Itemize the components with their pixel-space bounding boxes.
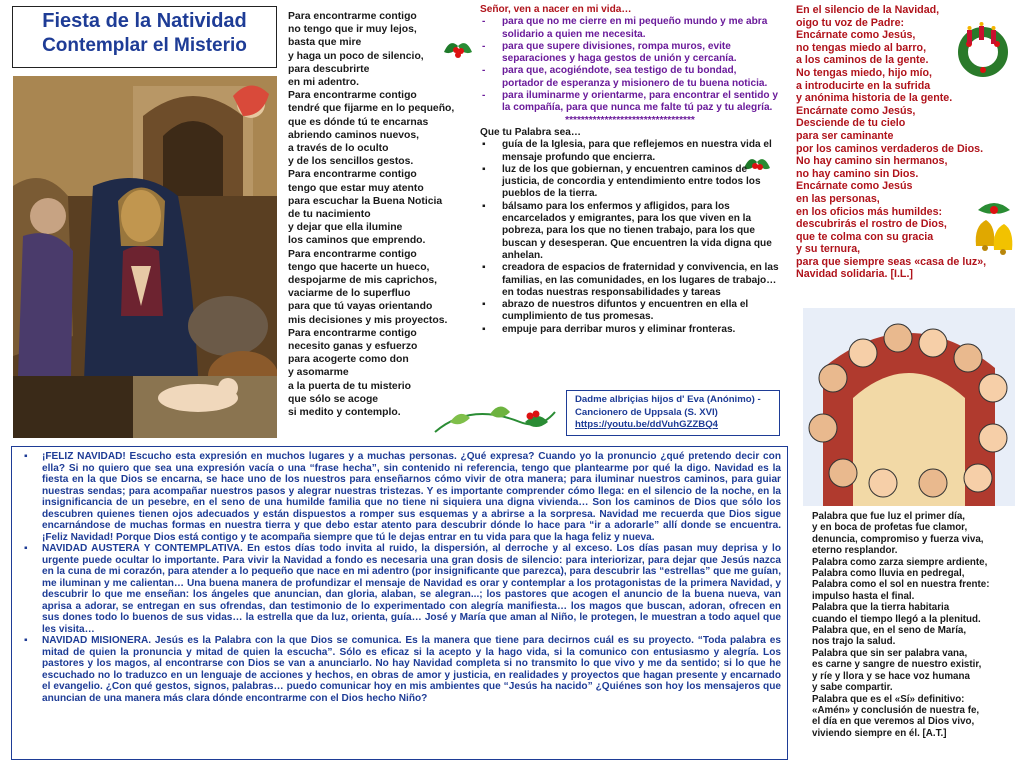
reflection-list <box>20 451 781 704</box>
poem-line: no tengo que ir muy lejos, <box>288 24 417 36</box>
poem-line: a la puerta de tu misterio <box>288 380 411 392</box>
poem-line: oigo tu voz de Padre: <box>796 16 905 29</box>
psalm-line: y sabe compartir. <box>812 682 893 694</box>
poem-line: para acogerte como don <box>288 354 409 366</box>
psalm-line: «Amén» y conclusión de nuestra fe, <box>812 704 980 716</box>
poem-line: para que siempre seas «casa de luz», <box>796 255 987 268</box>
word-item: ▪ empuje para derribar muros y eliminar fronteras. <box>480 324 780 336</box>
reflection-item: ▪ NAVIDAD AUSTERA Y CONTEMPLATIVA. En estos días todo invita al ruido, la dispersión, al derroche y al exceso. Los días pasan muy deprisa y lo urgente puede ocultar lo importante. Para vivir la Navidad a fondo es necesaria una gran dosis de silencio: para interiorizar, para dejar que Jesús nazca en la cuna de mi corazón, para atender a lo pequeño que nace en mi adentro (por insignificante que parezca), para descubrir las “estrellas” que me guían, me iluminan y me calientan… Una buena manera de profundizar el mensaje de Navidad es orar y contemplar a los protagonistas de la primera Navidad, y descubrir lo que me enseñan: los ángeles que anuncian, dan gloria, alaban, se alegran...; los pastores que acogen el anuncio de la buena nueva, van aprisa a adorar, se entregan en sus ofrendas, dan testimonio de lo experimentado con alegría manifiesta… los magos que buscan, adoran, ofrecen en sus dones todo lo buenos de sus vidas… la estrella que da luz, orienta, guía… José y María que aman al Niño, le protegen, le muestran a todo aquel que les visita… <box>20 543 781 635</box>
psalm-line: Palabra que, en el seno de María, <box>812 625 967 637</box>
poem-line: a través de lo oculto <box>288 143 389 155</box>
poem-line: y haga un poco de silencio, <box>288 50 424 62</box>
poem-line: Desciende de tu cielo <box>796 117 906 130</box>
psalm-line: y ríe y llora y se hace voz humana <box>812 670 970 682</box>
psalm-line: Palabra como zarza siempre ardiente, <box>812 556 988 568</box>
poem-line: los caminos que emprendo. <box>288 235 426 247</box>
child-face <box>979 374 1007 402</box>
poem-line: para ser caminante <box>796 129 894 142</box>
poem-line: que sólo se acoge <box>288 393 379 405</box>
middle-column <box>480 4 780 336</box>
poem-line: a los caminos de la gente. <box>796 54 929 67</box>
poem-line: mis decisiones y mis proyectos. <box>288 314 448 326</box>
reflection-item: ▪ ¡FELIZ NAVIDAD! Escucho esta expresión en muchos lugares y a muchas personas. ¿Qué expresa? Cuando yo la pronuncio ¿qué pretendo decir con ella? Si no quiero que sea una expresión vacía o una “frase hecha”, sin contenido ni referencia, tengo que plantearme por qué la digo. Navidad es la fiesta en la que Dios se encarna, se hace uno de los nuestros para enseñarnos cómo vivir de otra manera; para iluminar nuestros caminos, para guiar nuestras sendas; para acompañar nuestros pasos y alegrar nuestras tristezas. Y es importante comprender cómo llega: en el silencio de la noche, en la insignificancia de un pesebre, en el seno de una humilde familia que no tiene ni siquiera una digna vivienda… Son los caminos de Dios que sólo los descubren quienes tienen ojos adecuados y están dispuestos a romper sus esquemas y a abrirse a la sorpresa. Navidad me recuerda que Dios sigue encarnándose de muchas formas en nuestra tierra y que debo estar atento para descubrir dónde lo hace para “ir a adorarle” allí donde se encuentra. ¡Feliz Navidad! Porque Dios está contigo y te acompaña siempre que tú le dejas entrar en tu vida para que la haga feliz y nueva. <box>20 451 781 543</box>
poem-line: que es dónde tú te encarnas <box>288 116 429 128</box>
child-face <box>884 324 912 352</box>
poem-line: vaciarme de lo superfluo <box>288 288 411 300</box>
word-item: ▪ bálsamo para los enfermos y afligidos, para los encarcelados y emigrantes, para los que viven en la pobreza, para los que no tienen trabajo, para los que buscan y desesperan. Que encuentren la vida digna que anhelan. <box>480 201 780 262</box>
poem-line: para descubrirte <box>288 63 370 75</box>
word-item: ▪ luz de los que gobiernan, y encuentren caminos de justicia, de concordia y entendimiento entre todos los pueblos de la tierra. <box>480 164 780 201</box>
poem-line: despojarme de mis caprichos, <box>288 275 437 287</box>
child-face <box>869 469 897 497</box>
psalm-line: viviendo siempre en él. [A.T.] <box>812 727 947 739</box>
poem-line: tengo que estar muy atento <box>288 182 424 194</box>
word-item: ▪ abrazo de nuestros difuntos y encuentren en ella el cumplimiento de tus promesas. <box>480 299 780 324</box>
psalm-line: Palabra que la tierra habitaria <box>812 602 950 614</box>
petitions-heading: Señor, ven a nacer en mi vida… <box>480 4 632 15</box>
song-source: Cancionero de Uppsala (S. XVI) <box>575 406 718 418</box>
poem-line: Para encontrarme contigo <box>288 90 417 102</box>
title-box <box>12 6 277 68</box>
psalm-line: Palabra que fue luz el primer día, <box>812 511 965 522</box>
reflection-item: ▪ NAVIDAD MISIONERA. Jesús es la Palabra con la que Dios se comunica. Es la manera que tiene para decirnos cuál es su proyecto. “Toda palabra es mitad de quien la pronuncia y mitad de quien la escucha”. Sólo es eficaz si la acepto y la hago vida, si la comunico con entusiasmo y alegría. Los pastores y los magos, al encontrarse con Dios se van a anunciarlo. No hay Navidad completa si no transmito lo que vivo y me da sentido; si lo que he escuchado no lo traduzco en un lenguaje de acciones y hechos, en obras de amor y justicia, en realidades y proyectos que hagan presente y encarnado el evangelio. ¿Con qué gestos, signos, palabras… puedo comunicar hoy en mis ambientes que “Jesús ha nacido” ¿Quiénes son hoy los mensajeros que anuncian de una manera más clara dónde encontrarme con el Dios hecho Niño? <box>20 635 781 704</box>
psalm-line: Palabra como lluvia en pedregal, <box>812 568 965 580</box>
child-face <box>809 414 837 442</box>
child-face <box>849 339 877 367</box>
poem-line: Encárnate como Jesús <box>796 180 913 193</box>
song-box <box>566 390 780 436</box>
petitions-list <box>480 16 780 114</box>
child-face <box>829 459 857 487</box>
poem-line: a introducirte en la sufrida <box>796 79 931 92</box>
poem-line: Para encontrarme contigo <box>288 169 417 181</box>
psalm-line: es carne y sangre de nuestro existir, <box>812 659 982 671</box>
child-face <box>919 469 947 497</box>
poem-line: descubrirás el rostro de Dios, <box>796 218 947 231</box>
poem-line: abriendo caminos nuevos, <box>288 129 420 141</box>
poem-line: en los oficios más humildes: <box>796 205 943 218</box>
reflection-box <box>11 446 788 760</box>
petition-item: - para iluminarme y orientarme, para encontrar el sentido y la compañía, para que nunca me falte tú paz y tu alegría. <box>480 90 780 115</box>
poem-line: y asomarme <box>288 367 349 379</box>
nativity-painting <box>13 76 277 438</box>
psalm-line: Palabra que es el «Sí» definitivo: <box>812 693 965 705</box>
poem-line: Encárnate como Jesús, <box>796 29 916 42</box>
petition-item: - para que, acogiéndote, sea testigo de tu bondad, portador de esperanza y misionero de tu buena noticia. <box>480 65 780 90</box>
psalm-line: y en boca de profetas fue clamor, <box>812 522 968 534</box>
poem-line: Navidad solidaria. [I.L.] <box>796 268 913 281</box>
poem-line: necesito ganas y esfuerzo <box>288 341 418 353</box>
poem-line: tendré que fijarme en lo pequeño, <box>288 103 455 115</box>
song-title: Dadme albriçias hijos d' Eva (Anónimo) - <box>575 394 761 405</box>
petition-item: - para que no me cierre en mi pequeño mundo y me abra solidario a quien me necesita. <box>480 16 780 41</box>
poem-line: y dejar que ella ilumine <box>288 222 403 234</box>
poem-line: por los caminos verdaderos de Dios. <box>796 142 984 155</box>
poem-line: de tu nacimiento <box>288 209 371 221</box>
poem-line: en las personas, <box>796 192 880 205</box>
child-face <box>954 344 982 372</box>
poem-line: Para encontrarme contigo <box>288 11 417 22</box>
poem-line: si medito y contemplo. <box>288 407 401 419</box>
psalm-line: denuncia, compromiso y fuerza viva, <box>812 533 984 545</box>
word-item: ▪ guía de la Iglesia, para que reflejemos en nuestra vida el mensaje profundo que encierra. <box>480 139 780 164</box>
poem-line: Encárnate como Jesús, <box>796 104 916 117</box>
poem-right <box>796 4 1024 281</box>
poem-line: y su ternura, <box>796 243 861 256</box>
child-face <box>964 464 992 492</box>
poem-line: para escuchar la Buena Noticia <box>288 195 443 207</box>
word-list <box>480 139 780 336</box>
psalm-line: eterno resplandor. <box>812 545 898 557</box>
poem-line: no tengas miedo al barro, <box>796 41 927 54</box>
poem-line: y de los sencillos gestos. <box>288 156 414 168</box>
psalm-line: cuando el tiempo llegó a la plenitud. <box>812 613 981 625</box>
poem-line: para que tú vayas orientando <box>288 301 433 313</box>
psalm-line: el día en que veremos al Dios vivo, <box>812 716 975 728</box>
nativity-kids-illustration <box>803 308 1015 506</box>
poem-line: tengo que hacerte un hueco, <box>288 261 430 273</box>
child-face <box>819 364 847 392</box>
petition-item: - para que supere divisiones, rompa muros, evite separaciones y haga gestos de unión y cercanía. <box>480 41 780 66</box>
poem-line: En el silencio de la Navidad, <box>796 4 940 16</box>
psalm-line: impulso hasta el final. <box>812 590 915 602</box>
poem-line: No hay camino sin hermanos, <box>796 155 948 168</box>
stars-divider: ********************************* <box>565 114 695 126</box>
poem-line: Para encontrarme contigo <box>288 248 417 260</box>
poem-line: Para encontrarme contigo <box>288 327 417 339</box>
word-heading: Que tu Palabra sea… <box>480 126 581 138</box>
psalm-line: nos trajo la salud. <box>812 636 896 648</box>
word-item: ▪ creadora de espacios de fraternidad y convivencia, en las familias, en las comunidades, en los lugares de trabajo… en todas nuestras responsabilidades y tareas <box>480 262 780 299</box>
poem-line: basta que mire <box>288 37 362 49</box>
psalm-line: Palabra como el sol en nuestra frente: <box>812 579 990 591</box>
psalm-line: Palabra que sin ser palabra vana, <box>812 647 968 659</box>
poem-line: No tengas miedo, hijo mío, <box>796 66 932 79</box>
song-link[interactable]: https://youtu.be/ddVuhGZZBQ4 <box>575 419 719 431</box>
child-face <box>979 424 1007 452</box>
poem-line: en mi adentro. <box>288 77 360 89</box>
page-title: Fiesta de la Natividad <box>42 10 247 32</box>
poem-line: y anónima historia de la gente. <box>796 92 953 105</box>
poem-line: no hay camino sin Dios. <box>796 167 919 180</box>
psalm-text <box>812 511 1018 739</box>
child-face <box>919 329 947 357</box>
poem-left <box>288 10 478 419</box>
page-subtitle: Contemplar el Misterio <box>42 35 247 56</box>
poem-line: que te colma con su gracia <box>796 230 934 243</box>
